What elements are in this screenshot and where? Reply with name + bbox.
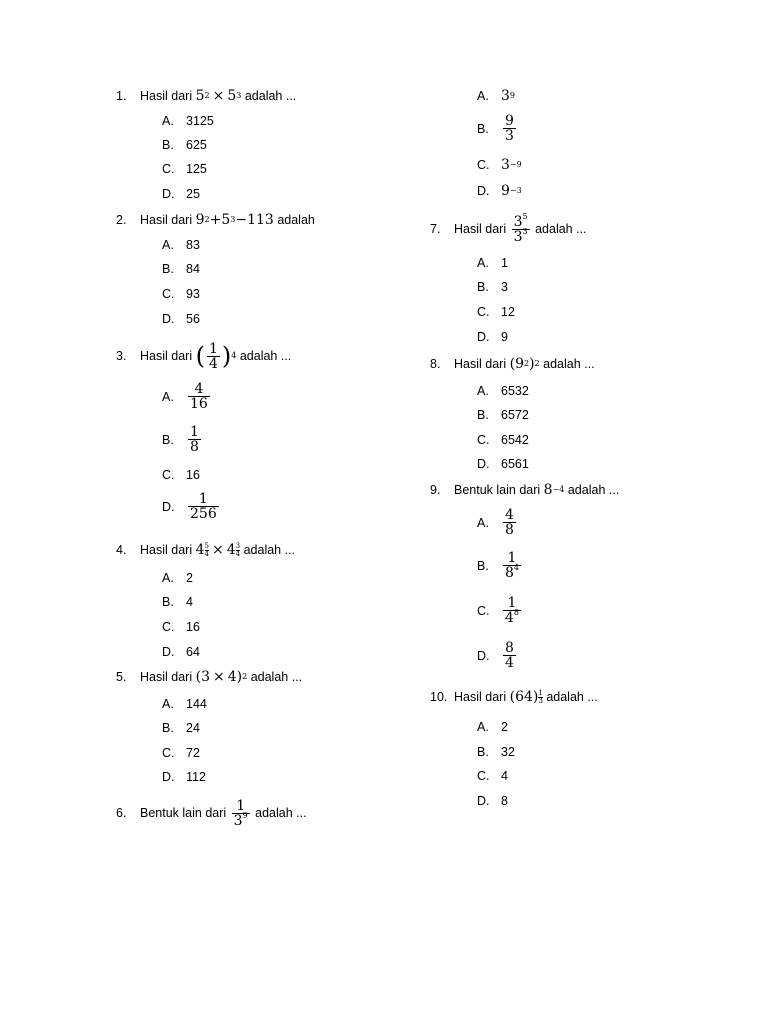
math-expression: $\frac{3^5}{3^3}$ [513,211,528,245]
option-c[interactable]: C. 3 −9 [477,157,522,173]
question-3 [116,336,291,376]
option-c[interactable]: C. $\frac{1}{4^8}$ [477,595,520,626]
question-number: 10. [430,690,448,704]
question-text-pre: Hasil dari [140,213,193,227]
option-a[interactable]: A. $\frac{4}{8}$ [477,507,514,538]
option-d[interactable]: D. 6561 [477,457,529,471]
option-a[interactable]: A. 6532 [477,384,529,398]
option-c[interactable]: C. 12 [477,305,515,319]
question-10 [430,684,598,710]
option-a[interactable]: A. 3125 [162,114,214,128]
question-text-post: adalah ... [250,670,303,684]
option-c[interactable]: C. 72 [162,746,200,760]
option-a[interactable]: A. 2 [162,571,193,585]
option-b[interactable]: B. $\frac{1}{8}$ [162,424,199,455]
option-d[interactable]: D. 9 −3 [477,183,522,199]
question-7 [430,211,587,247]
option-d[interactable]: D. $\frac{1}{256}$ [162,491,217,522]
question-number: 3. [116,349,127,363]
option-b[interactable]: B. 24 [162,721,200,735]
option-c[interactable]: C. 125 [162,162,207,176]
option-b[interactable]: B. 4 [162,595,193,609]
question-4 [116,538,295,562]
option-b[interactable]: B. 625 [162,138,207,152]
question-text-pre: Hasil dari [140,349,193,363]
question-number: 2. [116,213,127,227]
math-expression: 9 2 + 5 3 − 113 [195,212,274,228]
question-text-post: adalah ... [543,357,595,371]
question-number: 5. [116,670,127,684]
option-a[interactable]: A. 144 [162,697,207,711]
option-d[interactable]: D. 112 [162,770,206,784]
question-text-pre: Hasil dari [140,89,193,103]
option-b[interactable]: B. 3 [477,280,508,294]
option-a[interactable]: A. 3 9 [477,88,516,104]
option-b[interactable]: B. 32 [477,745,515,759]
question-number: 4. [116,543,127,557]
math-expression: 8 −4 [543,482,565,498]
question-6 [116,795,307,831]
math-expression: 5 2 × 5 3 [195,88,242,104]
question-text-pre: Bentuk lain dari [454,483,541,497]
question-number: 9. [430,483,441,497]
question-9 [430,482,619,498]
option-a[interactable]: A. $\frac{4}{16}$ [162,381,208,412]
question-8 [430,356,595,372]
option-c[interactable]: C. 93 [162,287,200,301]
math-expression: ( 9 2 ) 2 [509,356,540,372]
math-expression: 4 $\frac{5}{4}$ × 4 3 4 [195,541,241,558]
question-text-post: adalah [277,213,315,227]
question-text-pre: Hasil dari [454,690,507,704]
question-text-pre: Hasil dari [140,543,193,557]
option-a[interactable]: A. 1 [477,256,508,270]
question-text-post: adalah ... [244,89,297,103]
option-b[interactable]: B. 84 [162,262,200,276]
question-text-pre: Hasil dari [454,357,507,371]
option-b[interactable]: B. $\frac{1}{8^4}$ [477,550,520,581]
option-b[interactable]: B. 6572 [477,408,529,422]
question-text-post: adalah ... [546,690,598,704]
question-text-post: adalah ... [255,806,307,820]
question-number: 1. [116,89,127,103]
option-d[interactable]: D. $\frac{8}{4}$ [477,640,514,671]
question-text-post: adalah ... [239,349,292,363]
question-text-post: adalah ... [535,222,587,236]
option-c[interactable]: C. 4 [477,769,508,783]
question-2 [116,212,315,228]
option-b[interactable]: B. $\frac{9}{3}$ [477,113,514,144]
question-number: 7. [430,222,441,236]
option-d[interactable]: D. 56 [162,312,200,326]
question-text-post: adalah ... [567,483,620,497]
option-d[interactable]: D. 64 [162,645,200,659]
question-text-post: adalah ... [243,543,296,557]
question-text-pre: Hasil dari [140,670,193,684]
option-d[interactable]: D. 25 [162,187,200,201]
math-expression: ( 3 × 4 ) 2 [195,669,248,685]
question-number: 8. [430,357,441,371]
option-d[interactable]: D. 9 [477,330,508,344]
math-expression: $\frac{1}{3^9}$ [233,797,248,829]
question-text-pre: Hasil dari [454,222,507,236]
question-number: 6. [116,806,127,820]
option-d[interactable]: D. 8 [477,794,508,808]
question-text-pre: Bentuk lain dari [140,806,227,820]
math-expression: ( $\frac{1}{4}$ ) 4 [195,340,237,372]
math-expression: ( 64 ) 1 3 [509,688,543,705]
option-c[interactable]: C. 16 [162,468,200,482]
question-5 [116,669,302,685]
option-c[interactable]: C. 6542 [477,433,529,447]
option-c[interactable]: C. 16 [162,620,200,634]
question-1 [116,88,296,104]
option-a[interactable]: A. 2 [477,720,508,734]
option-a[interactable]: A. 83 [162,238,200,252]
